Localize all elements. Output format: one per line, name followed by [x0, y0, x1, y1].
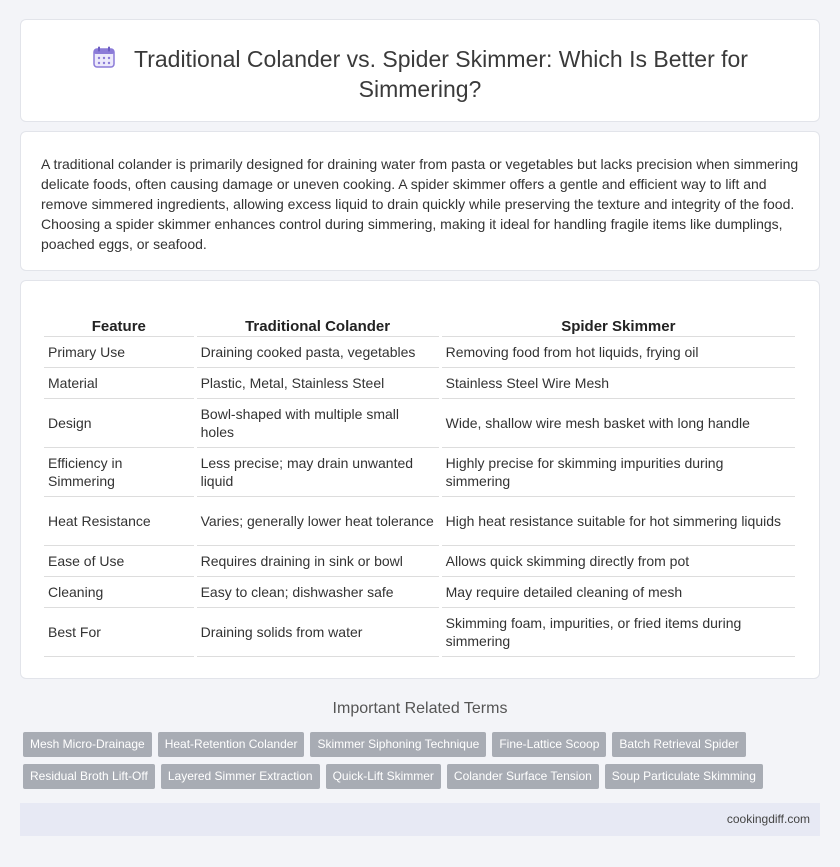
- table-cell: Ease of Use: [44, 546, 194, 577]
- term-tag[interactable]: Residual Broth Lift-Off: [23, 764, 155, 789]
- related-terms-title: Important Related Terms: [332, 700, 508, 717]
- table-cell: Efficiency in Simmering: [44, 448, 194, 497]
- table-cell: Bowl-shaped with multiple small holes: [197, 399, 439, 448]
- term-tag[interactable]: Heat-Retention Colander: [158, 732, 305, 757]
- term-tag[interactable]: Mesh Micro-Drainage: [23, 732, 152, 757]
- intro-card: [20, 131, 820, 271]
- intro-paragraph: A traditional colander is primarily designed for draining water from pasta or vegetables but lacks precision when simmering delicate foods, often causing damage or uneven cooking. A spider skimmer offers a gentle and efficient way to lift and remove simmered ingredients, allowing excess liquid to drain quickly while preserving the texture and integrity of the food. Choosing a spider skimmer enhances control during simmering, making it ideal for handling fragile items like dumplings, poached eggs, or seafood.: [41, 156, 799, 252]
- table-cell: Primary Use: [44, 337, 194, 368]
- term-tag[interactable]: Colander Surface Tension: [447, 764, 599, 789]
- table-cell: Easy to clean; dishwasher safe: [197, 577, 439, 608]
- table-cell: Varies; generally lower heat tolerance: [197, 497, 439, 546]
- table-row: [44, 497, 795, 546]
- table-cell: May require detailed cleaning of mesh: [442, 577, 795, 608]
- term-tag[interactable]: Soup Particulate Skimming: [605, 764, 763, 789]
- term-tag[interactable]: Quick-Lift Skimmer: [326, 764, 441, 789]
- table-cell: Skimming foam, impurities, or fried items during simmering: [442, 608, 795, 657]
- table-header-row: [44, 316, 795, 337]
- table-cell: Material: [44, 368, 194, 399]
- table-row: [44, 448, 795, 497]
- table-row: [44, 546, 795, 577]
- table-cell: Heat Resistance: [44, 497, 194, 546]
- comparison-table: [41, 316, 798, 657]
- table-row: [44, 577, 795, 608]
- table-cell: Requires draining in sink or bowl: [197, 546, 439, 577]
- table-cell: High heat resistance suitable for hot simmering liquids: [442, 497, 795, 546]
- footer: [20, 803, 820, 836]
- table-cell: Design: [44, 399, 194, 448]
- table-cell: Wide, shallow wire mesh basket with long handle: [442, 399, 795, 448]
- page-title: [21, 44, 819, 104]
- term-tag[interactable]: Layered Simmer Extraction: [161, 764, 320, 789]
- related-terms-list: [23, 732, 813, 789]
- table-cell: Stainless Steel Wire Mesh: [442, 368, 795, 399]
- footer-site-link[interactable]: cookingdiff.com: [726, 812, 810, 826]
- table-cell: Plastic, Metal, Stainless Steel: [197, 368, 439, 399]
- table-cell: Highly precise for skimming impurities during simmering: [442, 448, 795, 497]
- header-colander: Traditional Colander: [197, 316, 439, 337]
- table-row: [44, 399, 795, 448]
- table-row: [44, 608, 795, 657]
- table-cell: Allows quick skimming directly from pot: [442, 546, 795, 577]
- term-tag[interactable]: Skimmer Siphoning Technique: [310, 732, 486, 757]
- table-cell: Draining solids from water: [197, 608, 439, 657]
- header-feature: Feature: [44, 316, 194, 337]
- term-tag[interactable]: Batch Retrieval Spider: [612, 732, 745, 757]
- table-cell: Cleaning: [44, 577, 194, 608]
- table-cell: Less precise; may drain unwanted liquid: [197, 448, 439, 497]
- table-cell: Draining cooked pasta, vegetables: [197, 337, 439, 368]
- page-title-text: Traditional Colander vs. Spider Skimmer: Which Is Better for Simmering?: [134, 46, 748, 102]
- table-cell: Best For: [44, 608, 194, 657]
- header-card: [20, 19, 820, 122]
- table-cell: Removing food from hot liquids, frying oil: [442, 337, 795, 368]
- comparison-card: [20, 280, 820, 679]
- term-tag[interactable]: Fine-Lattice Scoop: [492, 732, 606, 757]
- calendar-icon: [92, 45, 116, 69]
- table-row: [44, 368, 795, 399]
- table-row: [44, 337, 795, 368]
- header-skimmer: Spider Skimmer: [442, 316, 795, 337]
